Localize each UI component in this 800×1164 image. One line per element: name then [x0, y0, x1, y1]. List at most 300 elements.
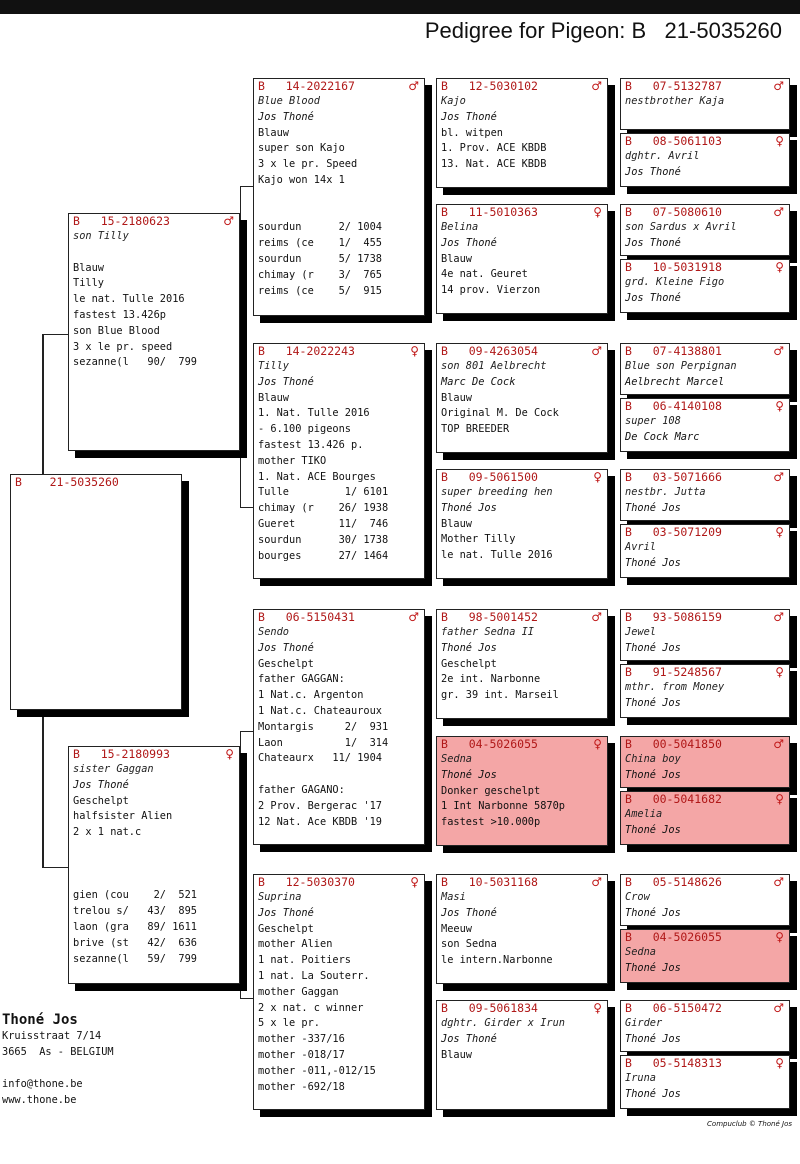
ring-number-header	[437, 470, 607, 485]
pigeon-detail-line	[258, 205, 424, 221]
pigeon-detail-line: trelou s/ 43/ 895	[73, 905, 197, 918]
pigeon-details	[437, 485, 607, 564]
connector-line	[240, 998, 254, 999]
pigeon-name: Blue son Perpignan	[625, 360, 737, 372]
pigeon-detail-line: 1 nat. Poitiers	[258, 954, 351, 967]
pigeon-breeder-or-note: Jos Thoné	[625, 291, 681, 304]
pigeon-name: super 108	[625, 415, 681, 427]
pigeon-detail-line: TOP BREEDER	[441, 423, 510, 436]
male-symbol-icon: ♂	[773, 205, 784, 219]
pigeon-breeder-or-note: Thoné Jos	[625, 823, 681, 836]
pigeon-detail-line: mother -692/18	[258, 1080, 345, 1093]
pigeon-detail-line: 5 x le pr.	[258, 1017, 320, 1030]
pigeon-details	[621, 94, 789, 110]
pigeon-detail-line: reims (ce 5/ 915	[258, 284, 382, 297]
pigeon-name: super breeding hen	[441, 486, 553, 498]
female-symbol-icon: ♀	[775, 792, 784, 806]
pigeon-breeder-or-note	[73, 245, 239, 261]
pigeon-detail-line: Blauw	[441, 391, 472, 404]
pigeon-detail-line: Blauw	[73, 261, 104, 274]
pigeon-detail-line: le intern.Narbonne	[441, 954, 553, 967]
male-symbol-icon: ♂	[591, 344, 602, 358]
ring-number: B 07-5080610	[625, 205, 722, 219]
pigeon-detail-line: 2 x nat. c winner	[258, 1001, 364, 1014]
ring-number-header	[69, 214, 239, 229]
pigeon-breeder-or-note: Thoné Jos	[625, 961, 681, 974]
pigeon-detail-line: mother -337/16	[258, 1033, 345, 1046]
pigeon-detail-line: Gueret 11/ 746	[258, 517, 389, 530]
pigeon-details	[621, 1016, 789, 1048]
pigeon-details	[69, 762, 239, 967]
pigeon-detail-line: 1 Int Narbonne 5870p	[441, 800, 565, 813]
ring-number-header	[621, 525, 789, 540]
pigeon-detail-line: laon (gra 89/ 1611	[73, 920, 197, 933]
pedigree-card-g7[interactable]	[620, 469, 790, 521]
pigeon-detail-line: 3 x le pr. speed	[73, 340, 173, 353]
male-symbol-icon: ♂	[773, 1001, 784, 1015]
ring-number: B 06-4140108	[625, 399, 722, 413]
female-symbol-icon: ♀	[225, 747, 234, 761]
female-symbol-icon: ♀	[593, 737, 602, 751]
pigeon-detail-line: super son Kajo	[258, 142, 345, 155]
pigeon-breeder-or-note: Thoné Jos	[625, 1032, 681, 1045]
ring-number-header	[437, 79, 607, 94]
pigeon-detail-line: Kajo won 14x 1	[258, 173, 345, 186]
pigeon-name: Girder	[625, 1017, 663, 1029]
pigeon-details	[621, 275, 789, 307]
pigeon-breeder-or-note: Jos Thoné	[441, 1032, 497, 1045]
male-symbol-icon: ♂	[773, 737, 784, 751]
connector-line	[42, 334, 44, 476]
pigeon-detail-line: Geschelpt	[441, 657, 497, 670]
pigeon-detail-line: sourdun 2/ 1004	[258, 221, 382, 234]
ring-number-header	[621, 79, 789, 94]
pigeon-detail-line: Chateaurx 11/ 1904	[258, 752, 382, 765]
female-symbol-icon: ♀	[593, 205, 602, 219]
pedigree-card-g14[interactable]	[620, 929, 790, 983]
pedigree-card-sdd[interactable]	[436, 469, 608, 579]
ring-number: B 91-5248567	[625, 665, 722, 679]
male-symbol-icon: ♂	[773, 344, 784, 358]
pigeon-details	[437, 752, 607, 831]
female-symbol-icon: ♀	[775, 134, 784, 148]
ring-number: B 09-5061834	[441, 1001, 538, 1015]
pigeon-name: Belina	[441, 221, 479, 233]
pigeon-detail-line: bl. witpen	[441, 126, 503, 139]
pigeon-detail-line: Meeuw	[441, 922, 472, 935]
pigeon-breeder-or-note: Marc De Cock	[441, 375, 516, 388]
pigeon-breeder-or-note: Jos Thoné	[258, 375, 314, 388]
pedigree-card-dds[interactable]	[436, 874, 608, 984]
female-symbol-icon: ♀	[775, 525, 784, 539]
pigeon-details	[254, 359, 424, 564]
pedigree-card-g5[interactable]	[620, 343, 790, 395]
pigeon-detail-line: le nat. Tulle 2016	[441, 549, 553, 562]
ring-number-header	[621, 792, 789, 807]
pigeon-detail-line: father GAGGAN:	[258, 673, 345, 686]
ring-number-header	[437, 737, 607, 752]
pigeon-name: son Sardus x Avril	[625, 221, 737, 233]
ring-number: B 06-5150472	[625, 1001, 722, 1015]
pigeon-detail-line: Blauw	[441, 1048, 472, 1061]
pigeon-details	[621, 540, 789, 572]
ring-number: B 00-5041850	[625, 737, 722, 751]
pedigree-card-sss[interactable]	[436, 78, 608, 188]
pigeon-detail-line: 13. Nat. ACE KBDB	[441, 158, 547, 171]
pigeon-detail-line: gien (cou 2/ 521	[73, 889, 197, 902]
ring-number-header	[621, 134, 789, 149]
ring-number-header	[621, 260, 789, 275]
pedigree-card-ddd[interactable]	[436, 1000, 608, 1110]
pigeon-breeder-or-note: Jos Thoné	[441, 110, 497, 123]
pedigree-card-g10[interactable]	[620, 664, 790, 718]
pigeon-details	[621, 149, 789, 181]
pedigree-card-sire-sire[interactable]	[253, 78, 425, 316]
pigeon-name: sister Gaggan	[73, 763, 154, 775]
pigeon-detail-line: sezanne(l 59/ 799	[73, 952, 197, 965]
pigeon-name: Sedna	[441, 753, 472, 765]
pedigree-card-g12[interactable]	[620, 791, 790, 845]
pedigree-card-subject[interactable]	[10, 474, 182, 710]
pigeon-breeder-or-note: Thoné Jos	[625, 1087, 681, 1100]
male-symbol-icon: ♂	[773, 470, 784, 484]
ring-number-header	[437, 610, 607, 625]
pedigree-card-ssd[interactable]	[436, 204, 608, 314]
ring-number-header	[69, 747, 239, 762]
pedigree-card-dam-dam[interactable]	[253, 874, 425, 1110]
ring-number: B 98-5001452	[441, 610, 538, 624]
pigeon-name: Sendo	[258, 626, 289, 638]
pigeon-breeder-or-note: Thoné Jos	[625, 556, 681, 569]
pigeon-name: Sedna	[625, 946, 656, 958]
female-symbol-icon: ♀	[593, 470, 602, 484]
female-symbol-icon: ♀	[775, 930, 784, 944]
pigeon-breeder-or-note: Jos Thoné	[441, 906, 497, 919]
pigeon-detail-line: Geschelpt	[258, 657, 314, 670]
pigeon-detail-line: fastest >10.000p	[441, 816, 541, 829]
ring-number-header	[621, 930, 789, 945]
pedigree-card-g6[interactable]	[620, 398, 790, 452]
pedigree-card-g16[interactable]	[620, 1055, 790, 1109]
ring-number-header	[437, 205, 607, 220]
pigeon-detail-line: - 6.100 pigeons	[258, 423, 351, 436]
pigeon-name: Crow	[625, 891, 650, 903]
male-symbol-icon: ♂	[591, 610, 602, 624]
pigeon-detail-line: le nat. Tulle 2016	[73, 293, 185, 306]
pigeon-detail-line: 14 prov. Vierzon	[441, 284, 541, 297]
male-symbol-icon: ♂	[773, 79, 784, 93]
pedigree-card-g1[interactable]	[620, 78, 790, 130]
pedigree-card-dsd[interactable]	[436, 736, 608, 846]
connector-line	[240, 186, 254, 187]
pigeon-details	[621, 485, 789, 517]
pedigree-card-dss[interactable]	[436, 609, 608, 719]
pigeon-details	[621, 752, 789, 784]
pigeon-details	[437, 625, 607, 704]
pigeon-detail-line	[258, 767, 424, 783]
male-symbol-icon: ♂	[591, 79, 602, 93]
pigeon-name: Masi	[441, 891, 466, 903]
pigeon-breeder-or-note: De Cock Marc	[625, 430, 700, 443]
pedigree-card-sds[interactable]	[436, 343, 608, 453]
ring-number-header	[437, 875, 607, 890]
male-symbol-icon: ♂	[408, 79, 419, 93]
ring-number-header	[621, 205, 789, 220]
female-symbol-icon: ♀	[775, 1056, 784, 1070]
pigeon-detail-line: Geschelpt	[73, 794, 129, 807]
male-symbol-icon: ♂	[223, 214, 234, 228]
pigeon-details	[437, 220, 607, 299]
pigeon-details	[254, 890, 424, 1095]
pigeon-detail-line: Blauw	[441, 517, 472, 530]
owner-name: Thoné Jos	[2, 1012, 78, 1028]
ring-number-header	[621, 737, 789, 752]
ring-number-header	[621, 665, 789, 680]
pigeon-name: Tilly	[258, 360, 289, 372]
female-symbol-icon: ♀	[593, 1001, 602, 1015]
ring-number: B 21-5035260	[15, 475, 119, 489]
pigeon-name: son 801 Aelbrecht	[441, 360, 547, 372]
pigeon-detail-line: chimay (r 26/ 1938	[258, 502, 389, 515]
pigeon-breeder-or-note: Thoné Jos	[625, 696, 681, 709]
ring-number-header	[621, 399, 789, 414]
pigeon-name: Avril	[625, 541, 656, 553]
ring-number-header	[437, 344, 607, 359]
pigeon-details	[621, 680, 789, 712]
pigeon-detail-line: 1. Nat. ACE Bourges	[258, 470, 376, 483]
pigeon-detail-line: 3 x le pr. Speed	[258, 158, 358, 171]
pigeon-breeder-or-note: Jos Thoné	[258, 110, 314, 123]
female-symbol-icon: ♀	[775, 260, 784, 274]
pigeon-detail-line: 2e int. Narbonne	[441, 673, 541, 686]
female-symbol-icon: ♀	[775, 399, 784, 413]
pigeon-details	[437, 890, 607, 969]
pigeon-detail-line: son Sedna	[441, 938, 497, 951]
pigeon-name: Suprina	[258, 891, 302, 903]
pigeon-name: Kajo	[441, 95, 466, 107]
ring-number: B 15-2180623	[73, 214, 170, 228]
pedigree-card-sire[interactable]	[68, 213, 240, 451]
ring-number: B 93-5086159	[625, 610, 722, 624]
pigeon-name: Iruna	[625, 1072, 656, 1084]
owner-website[interactable]: www.thone.be	[2, 1094, 77, 1106]
pedigree-card-g15[interactable]	[620, 1000, 790, 1052]
pigeon-detail-line: gr. 39 int. Marseil	[441, 689, 559, 702]
pigeon-detail-line: Blauw	[258, 391, 289, 404]
connector-line	[240, 507, 254, 508]
ring-number-header	[254, 875, 424, 890]
pigeon-detail-line: mother Alien	[258, 938, 333, 951]
ring-number: B 09-5061500	[441, 470, 538, 484]
owner-address-line: 3665 As - BELGIUM	[2, 1046, 114, 1058]
ring-number: B 07-5132787	[625, 79, 722, 93]
male-symbol-icon: ♂	[773, 610, 784, 624]
ring-number-header	[437, 1001, 607, 1016]
pigeon-detail-line: chimay (r 3/ 765	[258, 268, 382, 281]
ring-number-header	[254, 610, 424, 625]
owner-email[interactable]: info@thone.be	[2, 1078, 83, 1090]
pigeon-detail-line: Blauw	[441, 252, 472, 265]
pigeon-breeder-or-note: Jos Thoné	[625, 165, 681, 178]
pigeon-details	[437, 1016, 607, 1063]
pedigree-card-dam-sire[interactable]	[253, 609, 425, 845]
ring-number: B 03-5071666	[625, 470, 722, 484]
ring-number: B 14-2022167	[258, 79, 355, 93]
connector-line	[240, 731, 254, 732]
pigeon-detail-line: fastest 13.426p	[73, 308, 166, 321]
pigeon-detail-line: 2 Prov. Bergerac '17	[258, 799, 382, 812]
pigeon-details	[254, 94, 424, 299]
pigeon-detail-line	[73, 857, 239, 873]
pigeon-breeder-or-note: Jos Thoné	[258, 906, 314, 919]
page-title: Pedigree for Pigeon: B 21-5035260	[424, 18, 782, 43]
ring-number: B 14-2022243	[258, 344, 355, 358]
ring-number: B 15-2180993	[73, 747, 170, 761]
pigeon-detail-line: 1 nat. La Souterr.	[258, 969, 370, 982]
pigeon-breeder-or-note: Jos Thoné	[258, 641, 314, 654]
pigeon-details	[254, 625, 424, 830]
pigeon-breeder-or-note: Jos Thoné	[625, 236, 681, 249]
pedigree-card-g9[interactable]	[620, 609, 790, 661]
male-symbol-icon: ♂	[408, 610, 419, 624]
connector-line	[42, 867, 70, 868]
ring-number: B 11-5010363	[441, 205, 538, 219]
top-bar	[0, 0, 800, 14]
pedigree-card-g3[interactable]	[620, 204, 790, 256]
pigeon-detail-line: mother TIKO	[258, 454, 327, 467]
ring-number: B 04-5026055	[441, 737, 538, 751]
ring-number: B 07-4138801	[625, 344, 722, 358]
pigeon-breeder-or-note: Jos Thoné	[441, 236, 497, 249]
pigeon-breeder-or-note: Thoné Jos	[625, 768, 681, 781]
pedigree-card-dam[interactable]	[68, 746, 240, 984]
ring-number-header	[11, 475, 181, 490]
pigeon-detail-line	[73, 873, 239, 889]
pigeon-detail-line: sezanne(l 90/ 799	[73, 356, 197, 369]
pigeon-detail-line: 1. Prov. ACE KBDB	[441, 142, 547, 155]
pigeon-name: nestbr. Jutta	[625, 486, 706, 498]
pigeon-detail-line: bourges 27/ 1464	[258, 549, 389, 562]
pigeon-detail-line: brive (st 42/ 636	[73, 936, 197, 949]
pigeon-detail-line	[258, 189, 424, 205]
pigeon-breeder-or-note: Jos Thoné	[73, 778, 129, 791]
pigeon-detail-line: Laon 1/ 314	[258, 736, 389, 749]
pigeon-name: Jewel	[625, 626, 656, 638]
pedigree-card-sire-dam[interactable]	[253, 343, 425, 579]
pigeon-detail-line: Blauw	[258, 126, 289, 139]
pigeon-detail-line: sourdun 5/ 1738	[258, 252, 382, 265]
connector-line	[42, 710, 44, 868]
pigeon-detail-line: Geschelpt	[258, 922, 314, 935]
pigeon-name: dghtr. Avril	[625, 150, 700, 162]
pigeon-detail-line: Donker geschelpt	[441, 784, 541, 797]
pigeon-detail-line: Original M. De Cock	[441, 407, 559, 420]
ring-number: B 06-5150431	[258, 610, 355, 624]
pigeon-name: grd. Kleine Figo	[625, 276, 725, 288]
male-symbol-icon: ♂	[591, 875, 602, 889]
ring-number: B 03-5071209	[625, 525, 722, 539]
owner-info	[2, 1012, 114, 1108]
female-symbol-icon: ♀	[410, 875, 419, 889]
pedigree-card-g8[interactable]	[620, 524, 790, 578]
pigeon-breeder-or-note: Aelbrecht Marcel	[625, 375, 725, 388]
pigeon-detail-line: reims (ce 1/ 455	[258, 237, 382, 250]
owner-address-line	[2, 1060, 114, 1076]
pigeon-name: dghtr. Girder x Irun	[441, 1017, 565, 1029]
male-symbol-icon: ♂	[773, 875, 784, 889]
ring-number: B 08-5061103	[625, 134, 722, 148]
ring-number: B 04-5026055	[625, 930, 722, 944]
pedigree-card-g13[interactable]	[620, 874, 790, 926]
pigeon-details	[621, 890, 789, 922]
female-symbol-icon: ♀	[775, 665, 784, 679]
ring-number: B 09-4263054	[441, 344, 538, 358]
pigeon-details	[621, 220, 789, 252]
pigeon-name: China boy	[625, 753, 681, 765]
connector-line	[240, 731, 241, 999]
pigeon-detail-line: father GAGANO:	[258, 783, 345, 796]
pigeon-detail-line: sourdun 30/ 1738	[258, 533, 389, 546]
pigeon-name: nestbrother Kaja	[625, 95, 725, 107]
pigeon-breeder-or-note: Thoné Jos	[625, 501, 681, 514]
ring-number: B 05-5148313	[625, 1056, 722, 1070]
pedigree-card-g4[interactable]	[620, 259, 790, 313]
pedigree-card-g2[interactable]	[620, 133, 790, 187]
pigeon-detail-line: 1 Nat.c. Argenton	[258, 689, 364, 702]
ring-number-header	[621, 1001, 789, 1016]
pigeon-details	[437, 359, 607, 438]
ring-number: B 10-5031918	[625, 260, 722, 274]
pigeon-details	[621, 414, 789, 446]
ring-number-header	[621, 610, 789, 625]
ring-number: B 12-5030370	[258, 875, 355, 889]
pigeon-detail-line: Mother Tilly	[441, 533, 516, 546]
pigeon-details	[621, 807, 789, 839]
pigeon-name: son Tilly	[73, 230, 129, 242]
pigeon-details	[437, 94, 607, 173]
pigeon-breeder-or-note: Thoné Jos	[625, 641, 681, 654]
ring-number-header	[621, 875, 789, 890]
pigeon-detail-line: fastest 13.426 p.	[258, 438, 364, 451]
pigeon-detail-line: 2 x 1 nat.c	[73, 826, 142, 839]
connector-line	[240, 186, 241, 508]
ring-number: B 12-5030102	[441, 79, 538, 93]
pigeon-detail-line: 12 Nat. Ace KBDB '19	[258, 815, 382, 828]
connector-line	[42, 334, 70, 335]
pigeon-details	[621, 359, 789, 391]
pigeon-detail-line: mother Gaggan	[258, 985, 339, 998]
ring-number-header	[621, 1056, 789, 1071]
pigeon-detail-line: son Blue Blood	[73, 324, 160, 337]
pigeon-detail-line	[73, 841, 239, 857]
pigeon-name: Blue Blood	[258, 95, 320, 107]
pigeon-details	[621, 1071, 789, 1103]
ring-number: B 05-5148626	[625, 875, 722, 889]
pigeon-detail-line: mother -018/17	[258, 1048, 345, 1061]
owner-address-line: Kruisstraat 7/14	[2, 1030, 102, 1042]
female-symbol-icon: ♀	[410, 344, 419, 358]
pigeon-detail-line: Montargis 2/ 931	[258, 720, 389, 733]
pigeon-details	[621, 625, 789, 657]
pigeon-breeder-or-note: Thoné Jos	[625, 906, 681, 919]
pigeon-name: father Sedna II	[441, 626, 534, 638]
footer-credit: Compuclub © Thoné Jos	[707, 1120, 792, 1128]
pigeon-detail-line: 4e nat. Geuret	[441, 268, 528, 281]
pigeon-breeder-or-note: Thoné Jos	[441, 501, 497, 514]
ring-number-header	[254, 79, 424, 94]
pedigree-card-g11[interactable]	[620, 736, 790, 788]
pigeon-details	[69, 229, 239, 371]
